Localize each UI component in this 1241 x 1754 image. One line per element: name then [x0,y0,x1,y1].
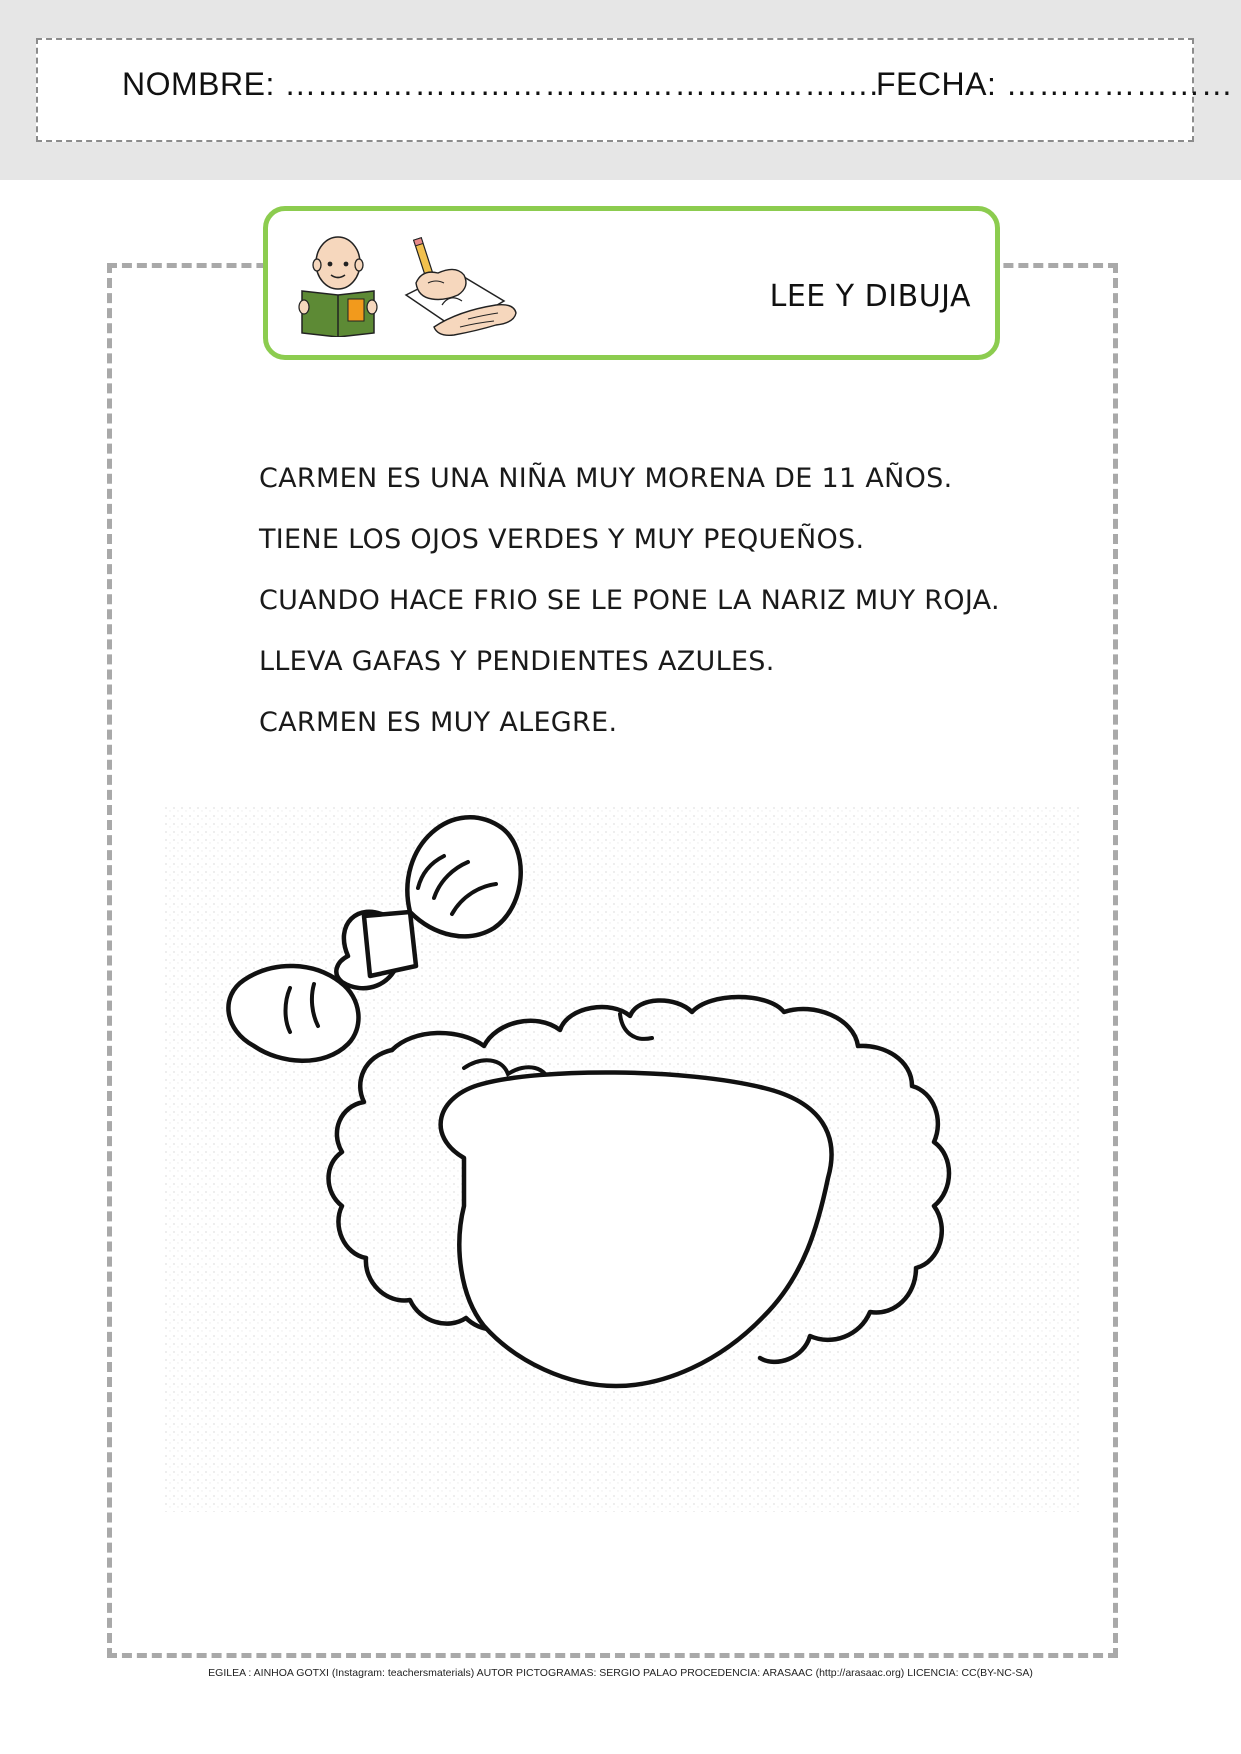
date-label: FECHA: [876,66,997,102]
reading-text [259,448,1019,753]
activity-title: LEE Y DIBUJA [769,279,971,314]
reading-line: CUANDO HACE FRIO SE LE PONE LA NARIZ MUY ROJA. [259,585,1000,616]
reading-line: CARMEN ES MUY ALEGRE. [259,707,618,738]
girl-face-drawing-area[interactable] [164,806,1080,1512]
student-info-box [36,38,1234,142]
activity-title-card [263,206,1000,360]
child-reading-book-icon [296,233,380,337]
header-band [0,0,1241,180]
date-field[interactable] [876,66,1233,103]
reading-line: LLEVA GAFAS Y PENDIENTES AZULES. [259,646,775,677]
name-label: NOMBRE: [122,66,275,102]
hand-drawing-with-pencil-icon [398,235,522,339]
reading-line: CARMEN ES UNA NIÑA MUY MORENA DE 11 AÑOS. [259,463,953,494]
name-field[interactable] [122,66,879,103]
date-blank: ………………… [1005,66,1234,102]
name-blank: ………………………………………………. [284,66,879,102]
reading-line: TIENE LOS OJOS VERDES Y MUY PEQUEÑOS. [259,524,865,555]
credits-footer: EGILEA : AINHOA GOTXI (Instagram: teachersmaterials) AUTOR PICTOGRAMAS: SERGIO PALAO PROCEDENCIA: ARASAAC (http://arasaac.org) LICENCIA: CC(BY-NC-SA) [208,1667,1033,1679]
